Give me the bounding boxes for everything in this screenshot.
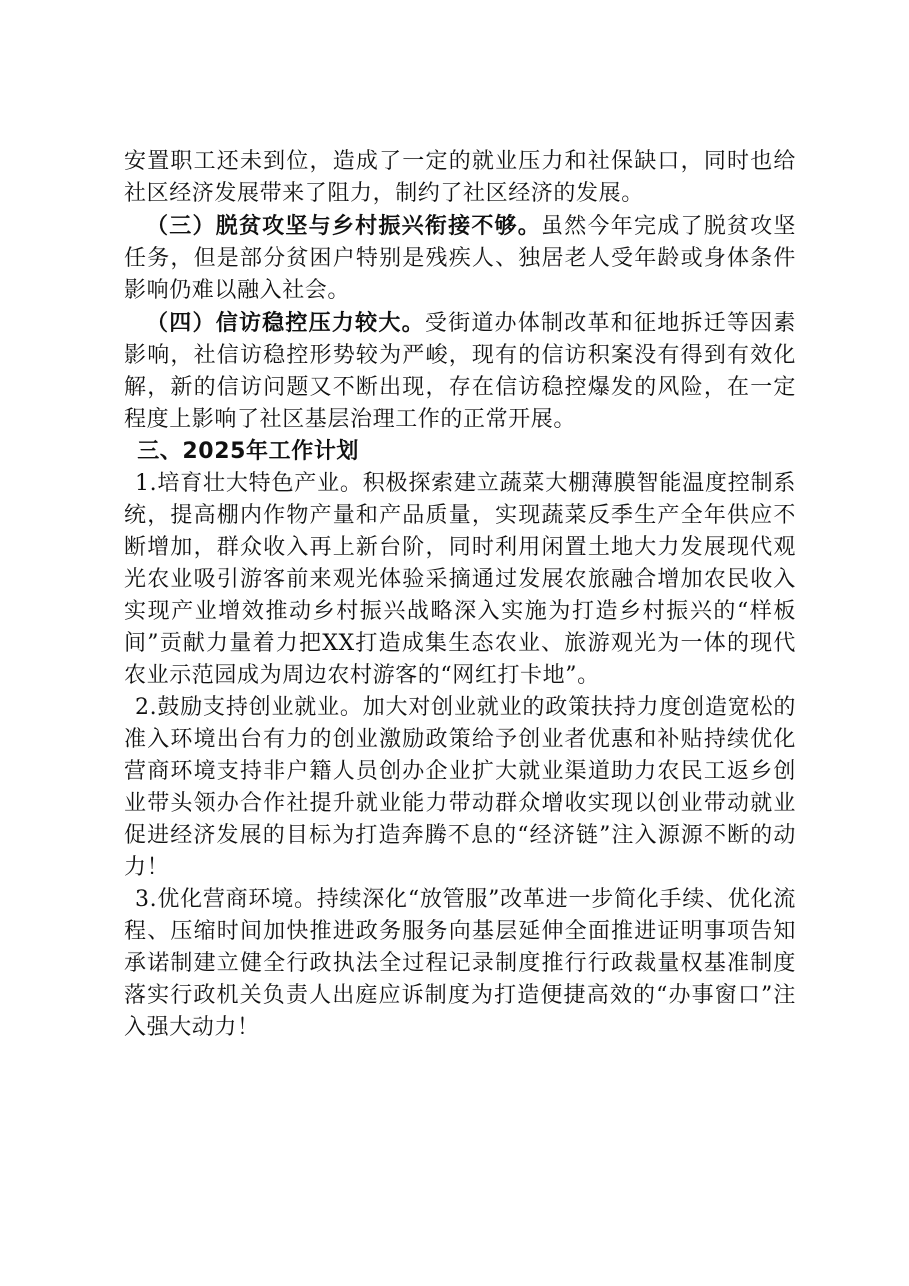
item-three-lead: （三）脱贫攻坚与乡村振兴衔接不够。 bbox=[146, 213, 542, 239]
intro-paragraph: 安置职工还未到位，造成了一定的就业压力和社保缺口，同时也给社区经济发展带来了阻力，制约了社区经济的发展。 bbox=[124, 149, 796, 206]
item-four-body: 受街道办体制改革和征地拆迁等因素影响，社信访稳控形势较为严峻，现有的信访积案没有得到有效化解，新的信访问题又不断出现，存在信访稳控爆发的风险，在一定程度上影响了社区基层治理工作的正常开展。 bbox=[124, 311, 796, 432]
section-heading: 三、2025年工作计划 bbox=[137, 439, 360, 464]
item-three-paragraph bbox=[124, 210, 796, 307]
item-four-lead: （四）信访稳控压力较大。 bbox=[146, 310, 425, 336]
plan-item-2: 2.鼓励支持创业就业。加大对创业就业的政策扶持力度创造宽松的准入环境出台有力的创业激励政策给予创业者优惠和补贴持续优化营商环境支持非户籍人员创办企业扩大就业渠道助力农民工返乡创业带头领办合作社提升就业能力带动群众增收实现以创业带动就业促进经济发展的目标为打造奔腾不息的“经济链”注入源源不断的动力！ bbox=[124, 695, 796, 880]
item-three-body: 虽然今年完成了脱贫攻坚任务，但是部分贫困户特别是残疾人、独居老人受年龄或身体条件影响仍难以融入社会。 bbox=[124, 214, 796, 303]
item-four-paragraph bbox=[124, 307, 796, 436]
plan-item-1: 1.培育壮大特色产业。积极探索建立蔬菜大棚薄膜智能温度控制系统，提高棚内作物产量和产品质量，实现蔬菜反季生产全年供应不断增加，群众收入再上新台阶，同时利用闲置土地大力发展现代观光农业吸引游客前来观光体验采摘通过发展农旅融合增加农民收入实现产业增效推动乡村振兴战略深入实施为打造乡村振兴的“样板间”贡献力量着力把XX打造成集生态农业、旅游观光为一体的现代农业示范园成为周边农村游客的“网红打卡地”。 bbox=[124, 471, 796, 688]
document-page bbox=[124, 146, 796, 1044]
plan-item-3: 3.优化营商环境。持续深化“放管服”改革进一步简化手续、优化流程、压缩时间加快推进政务服务向基层延伸全面推进证明事项告知承诺制建立健全行政执法全过程记录制度推行行政裁量权基准制度落实行政机关负责人出庭应诉制度为打造便捷高效的“办事窗口”注入强大动力！ bbox=[124, 887, 796, 1040]
